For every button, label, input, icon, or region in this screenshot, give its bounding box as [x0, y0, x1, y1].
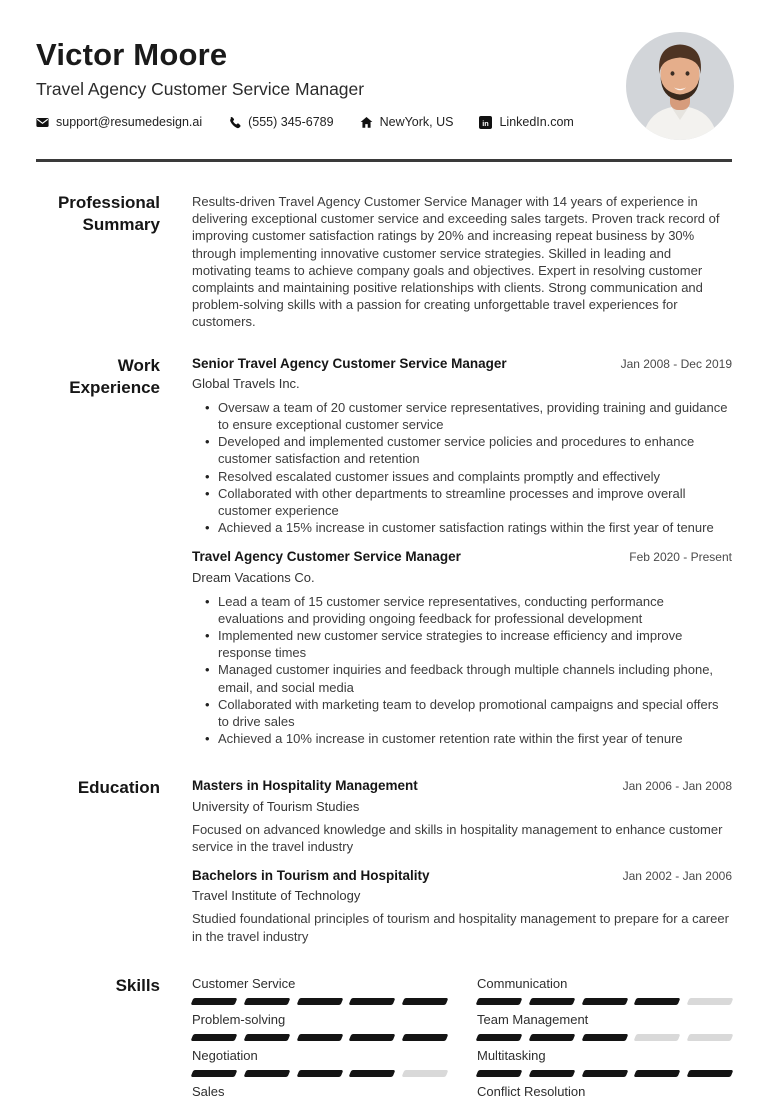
skill-bar-segment	[476, 1034, 523, 1041]
skill-bar-segment	[349, 998, 396, 1005]
svg-text:in: in	[482, 118, 490, 128]
skill-bar-segment	[191, 998, 238, 1005]
degree-entry	[192, 777, 732, 855]
skill-name: Customer Service	[192, 975, 296, 991]
skill-bar-segment	[402, 998, 449, 1005]
skill-item	[477, 1083, 732, 1100]
degree-description: Studied foundational principles of tourism and hospitality management to prepare for a career in the travel industry	[192, 911, 729, 944]
job-entry	[192, 548, 732, 747]
skill-bar	[192, 1034, 447, 1041]
section-heading-education: Education	[77, 778, 160, 798]
skill-bar-segment	[349, 1034, 396, 1041]
section-work-experience	[36, 355, 732, 748]
avatar	[626, 32, 734, 140]
skill-bar-segment	[581, 998, 628, 1005]
skill-bar-segment	[634, 998, 681, 1005]
skill-bar-segment	[687, 998, 734, 1005]
section-skills	[36, 975, 732, 1106]
skill-bar-segment	[476, 1070, 523, 1077]
skill-name: Problem-solving	[192, 1011, 286, 1027]
job-bullets	[192, 399, 732, 537]
skill-bar-segment	[243, 998, 290, 1005]
linkedin-icon	[479, 116, 492, 129]
skill-item	[477, 975, 732, 1005]
job-list	[192, 355, 732, 748]
contact-text: (555) 345-6789	[248, 115, 334, 130]
job-bullet: • Oversaw a team of 20 customer service representatives, providing training and guidance to ensure exceptional customer service	[192, 399, 732, 433]
skill-name: Negotiation	[192, 1047, 258, 1063]
contact-text: support@resumedesign.ai	[56, 115, 203, 130]
job-company: Global Travels Inc.	[192, 375, 300, 391]
skill-bar-segment	[296, 1070, 343, 1077]
skill-bar-segment	[528, 1034, 575, 1041]
contact-item	[36, 115, 202, 129]
skill-item	[192, 1083, 447, 1100]
degree-list	[192, 777, 732, 944]
skill-bar-segment	[191, 1034, 238, 1041]
skill-bar-segment	[191, 1070, 238, 1077]
degree-dates: Jan 2006 - Jan 2008	[622, 779, 732, 794]
job-dates: Jan 2008 - Dec 2019	[620, 356, 732, 371]
job-company: Dream Vacations Co.	[192, 569, 315, 585]
skill-bar	[477, 998, 732, 1005]
header-text-block	[36, 36, 574, 129]
section-professional-summary	[36, 192, 732, 331]
skill-name: Multitasking	[477, 1047, 546, 1063]
section-heading-professional-summary: Professional Summary	[57, 193, 160, 235]
skill-bar	[192, 1070, 447, 1077]
job-bullet: • Achieved a 10% increase in customer retention rate within the first year of tenure	[192, 730, 732, 747]
job-entry	[192, 355, 732, 537]
contact-text: NewYork, US	[379, 115, 454, 130]
skill-bar-segment	[402, 1034, 449, 1041]
job-dates: Feb 2020 - Present	[629, 550, 732, 565]
job-bullet: • Collaborated with other departments to streamline processes and improve overall customer experience	[192, 485, 732, 519]
person-name: Victor Moore	[36, 37, 228, 72]
contact-item	[228, 115, 333, 129]
skill-bar	[192, 998, 447, 1005]
degree-school: Travel Institute of Technology	[192, 888, 361, 904]
skill-name: Communication	[477, 975, 568, 991]
email-icon	[36, 116, 49, 129]
skill-bar-segment	[634, 1070, 681, 1077]
skill-bar-segment	[581, 1070, 628, 1077]
contact-item	[360, 115, 454, 129]
home-icon	[360, 116, 373, 129]
section-heading-work-experience: Work Experience	[69, 355, 160, 397]
skill-name: Team Management	[477, 1011, 589, 1027]
skill-bar	[477, 1034, 732, 1041]
skill-bar-segment	[349, 1070, 396, 1077]
job-bullets	[192, 593, 732, 748]
skill-bar-segment	[528, 1070, 575, 1077]
job-bullet: • Developed and implemented customer service policies and procedures to enhance customer satisfaction and retention	[192, 433, 732, 467]
skill-item	[192, 1047, 447, 1077]
degree-entry	[192, 867, 732, 945]
skill-item	[477, 1011, 732, 1041]
skill-list	[192, 975, 732, 1106]
skill-bar-segment	[528, 998, 575, 1005]
skill-item	[192, 975, 447, 1005]
skill-bar-segment	[243, 1070, 290, 1077]
job-title: Travel Agency Customer Service Manager	[192, 549, 461, 565]
job-title: Senior Travel Agency Customer Service Manager	[192, 355, 507, 371]
skill-bar	[477, 1070, 732, 1077]
skill-name: Conflict Resolution	[477, 1083, 586, 1099]
job-bullet: • Lead a team of 15 customer service representatives, conducting performance evaluations and providing ongoing feedback for professional development	[192, 593, 732, 627]
skill-bar-segment	[476, 998, 523, 1005]
skill-bar-segment	[296, 1034, 343, 1041]
header-divider	[36, 159, 732, 162]
skill-name: Sales	[192, 1083, 225, 1099]
contact-item	[479, 115, 573, 129]
skill-item	[477, 1047, 732, 1077]
section-education	[36, 777, 732, 944]
summary-text: Results-driven Travel Agency Customer Service Manager with 14 years of experience in delivering exceptional customer service and exceeding sales targets. Proven track record of improving customer satisfaction ratings by 20% and increasing repeat business by 30% through implementing innovative customer service strategies. Skilled in leading and motivating teams to achieve company goals and objectives. Expert in resolving customer complaints and maintaining positive relationships with clients. Strong communication and problem-solving skills with a passion for creating unforgettable travel experiences for customers.	[192, 194, 720, 330]
skill-item	[192, 1011, 447, 1041]
job-bullet: • Resolved escalated customer issues and complaints promptly and effectively	[192, 468, 732, 485]
skill-bar-segment	[634, 1034, 681, 1041]
skill-bar-segment	[296, 998, 343, 1005]
degree-description: Focused on advanced knowledge and skills in hospitality management to enhance customer service in the travel industry	[192, 821, 723, 854]
skill-bar-segment	[243, 1034, 290, 1041]
job-bullet: • Implemented new customer service strategies to increase efficiency and improve response times	[192, 627, 732, 661]
contact-row	[36, 115, 574, 129]
contact-text: LinkedIn.com	[499, 115, 574, 130]
section-heading-skills: Skills	[115, 975, 160, 995]
degree-title: Masters in Hospitality Management	[192, 778, 418, 794]
degree-title: Bachelors in Tourism and Hospitality	[192, 868, 430, 884]
person-title: Travel Agency Customer Service Manager	[36, 79, 365, 100]
job-bullet: • Collaborated with marketing team to develop promotional campaigns and special offers to drive sales	[192, 696, 732, 730]
job-bullet: • Achieved a 15% increase in customer satisfaction ratings within the first year of tenure	[192, 519, 732, 536]
job-bullet: • Managed customer inquiries and feedback through multiple channels including phone, email, and social media	[192, 661, 732, 695]
skill-bar-segment	[402, 1070, 449, 1077]
resume-header	[36, 36, 732, 140]
skill-bar-segment	[687, 1070, 734, 1077]
phone-icon	[228, 116, 241, 129]
avatar-photo-illustration	[626, 32, 734, 140]
degree-dates: Jan 2002 - Jan 2006	[622, 869, 732, 884]
skill-bar-segment	[687, 1034, 734, 1041]
skill-bar-segment	[581, 1034, 628, 1041]
degree-school: University of Tourism Studies	[192, 798, 360, 814]
